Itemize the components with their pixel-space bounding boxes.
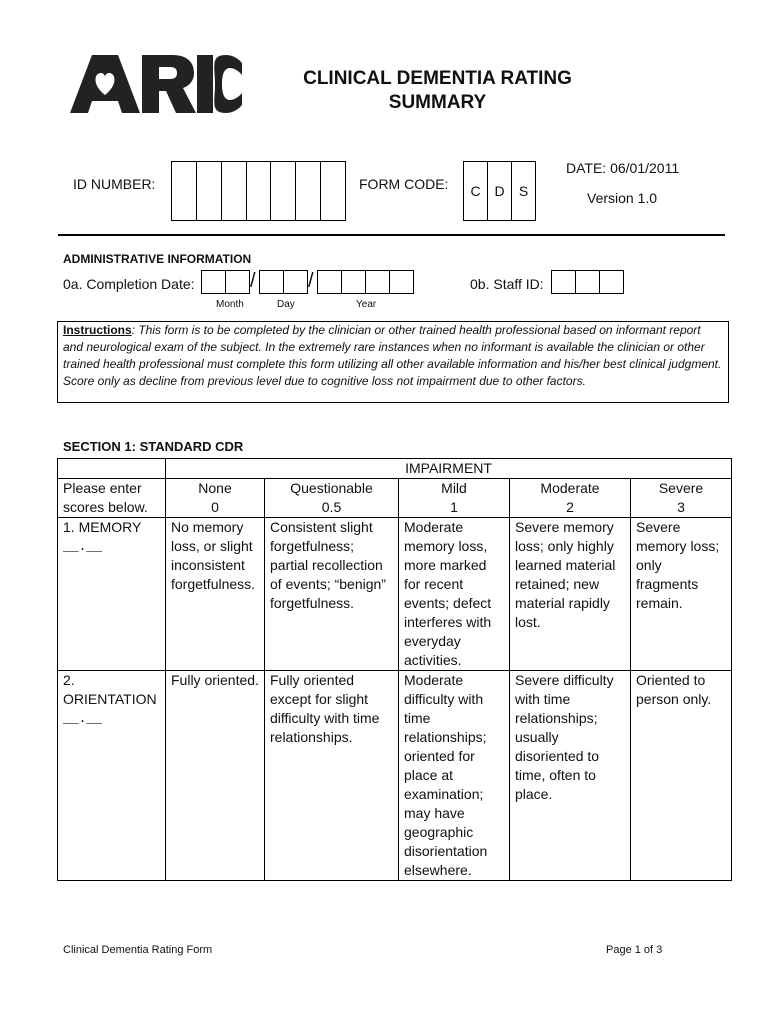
form-code-letter: D [488, 162, 512, 220]
logo-text: ARIC [70, 55, 73, 56]
level-header: None 0 [166, 479, 265, 518]
table-row [58, 671, 732, 881]
criteria-cell: Moderate memory loss, more marked for recent events; defect interferes with everyday activities. [399, 518, 510, 671]
form-date: DATE: 06/01/2011 [566, 160, 680, 176]
admin-heading: ADMINISTRATIVE INFORMATION [63, 252, 252, 266]
level-header: Questionable 0.5 [265, 479, 399, 518]
criteria-cell: Oriented to person only. [631, 671, 732, 881]
month-digit-box[interactable] [202, 271, 226, 293]
month-boxes[interactable] [201, 270, 250, 294]
id-digit-box[interactable] [271, 162, 296, 220]
date-separator: / [250, 270, 256, 292]
id-digit-box[interactable] [222, 162, 247, 220]
id-number-label: ID NUMBER: [73, 176, 156, 192]
day-digit-box[interactable] [260, 271, 284, 293]
score-blank[interactable]: __.__ [63, 539, 103, 554]
domain-cell[interactable] [58, 518, 166, 671]
level-header: Moderate 2 [510, 479, 631, 518]
criteria-cell: Severe difficulty with time relationships; usually disoriented to time, often to place. [510, 671, 631, 881]
form-code-letter: C [464, 162, 488, 220]
staff-id-label: 0b. Staff ID: [470, 276, 544, 292]
day-boxes[interactable] [259, 270, 308, 294]
instructions-text: : This form is to be completed by the clinician or other trained health professional based on informant report and neurological exam of the subject. In the extremely rare instances when no informant is available the clinician or other trained health professional must complete this form utilizing all other available information and his/her best clinical judgment. Score only as decline from previous level due to cognitive loss not impairment due to other factors. [63, 323, 722, 388]
criteria-cell: Consistent slight forgetfulness; partial recollection of events; “benign” forgetfulness. [265, 518, 399, 671]
month-digit-box[interactable] [226, 271, 249, 293]
year-digit-box[interactable] [342, 271, 366, 293]
id-number-boxes[interactable] [171, 161, 346, 221]
staff-id-boxes[interactable] [551, 270, 624, 294]
year-digit-box[interactable] [318, 271, 342, 293]
footer-form-name: Clinical Dementia Rating Form [63, 944, 213, 956]
day-digit-box[interactable] [284, 271, 307, 293]
criteria-cell: Fully oriented. [166, 671, 265, 881]
enter-scores-label: Please enter scores below. [58, 479, 166, 518]
date-separator: / [308, 270, 314, 292]
completion-date-label: 0a. Completion Date: [63, 276, 195, 292]
instructions-label: Instructions [63, 323, 132, 337]
section1-heading: SECTION 1: STANDARD CDR [63, 439, 244, 454]
criteria-cell: Severe memory loss; only highly learned material retained; new material rapidly lost. [510, 518, 631, 671]
year-digit-box[interactable] [366, 271, 390, 293]
form-version: Version 1.0 [587, 190, 658, 206]
domain-cell[interactable] [58, 671, 166, 881]
form-title-line1: CLINICAL DEMENTIA RATING [303, 68, 572, 89]
table-row [58, 518, 732, 671]
criteria-cell: Fully oriented except for slight difficulty with time relationships. [265, 671, 399, 881]
criteria-cell: Severe memory loss; only fragments remain. [631, 518, 732, 671]
staff-id-box[interactable] [576, 271, 600, 293]
id-digit-box[interactable] [296, 162, 321, 220]
score-blank[interactable]: __.__ [63, 711, 103, 726]
staff-id-box[interactable] [552, 271, 576, 293]
cdr-table [57, 458, 732, 881]
id-digit-box[interactable] [172, 162, 197, 220]
aric-logo [70, 55, 242, 113]
domain-label: 1. MEMORY [63, 519, 142, 535]
year-caption: Year [356, 299, 377, 310]
criteria-cell: Moderate difficulty with time relationships; oriented for place at examination; may have geographic disorientation elsewhere. [399, 671, 510, 881]
table-row [58, 479, 732, 518]
form-code-boxes [463, 161, 536, 221]
form-code-label: FORM CODE: [359, 176, 449, 192]
level-header: Mild 1 [399, 479, 510, 518]
day-caption: Day [277, 299, 295, 310]
domain-label: 2. ORIENTATION [63, 672, 157, 707]
table-row [58, 459, 732, 479]
footer-page-number: Page 1 of 3 [606, 944, 663, 956]
year-boxes[interactable] [317, 270, 414, 294]
header-divider [58, 234, 725, 236]
month-caption: Month [216, 299, 244, 310]
id-digit-box[interactable] [197, 162, 222, 220]
impairment-header: IMPAIRMENT [166, 459, 732, 479]
id-digit-box[interactable] [321, 162, 345, 220]
form-title-line2: SUMMARY [388, 92, 487, 113]
instructions-box [57, 321, 729, 403]
year-digit-box[interactable] [390, 271, 413, 293]
id-digit-box[interactable] [247, 162, 272, 220]
table-cell [58, 459, 166, 479]
staff-id-box[interactable] [600, 271, 623, 293]
level-header: Severe 3 [631, 479, 732, 518]
criteria-cell: No memory loss, or slight inconsistent forgetfulness. [166, 518, 265, 671]
form-code-letter: S [518, 183, 529, 199]
